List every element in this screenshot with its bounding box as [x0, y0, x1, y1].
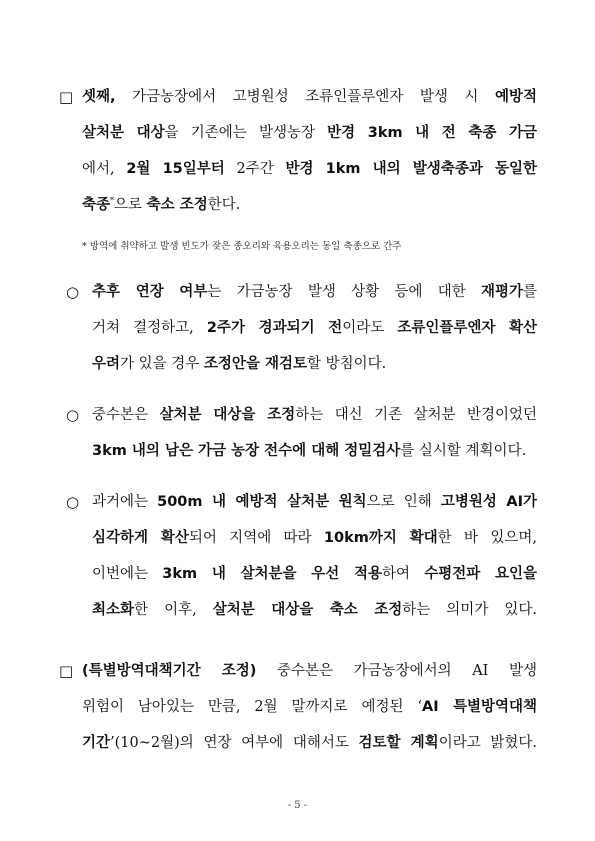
text-line: 추후 연장 여부는 가금농장 발생 상황 등에 대한 재평가를 — [92, 284, 537, 300]
text-line: 최소화한 이후, 살처분 대상을 축소 조정하는 의미가 있다. — [92, 602, 537, 618]
text-line: 축종*으로 축소 조정한다. — [82, 196, 241, 213]
text-line: 과거에는 500m 내 예방적 살처분 원칙으로 인해 고병원성 AI가 — [92, 494, 537, 510]
text-line: 우려가 있을 경우 조정안을 재검토할 방침이다. — [92, 356, 387, 372]
bullet-marker: ○ — [66, 406, 80, 424]
text-line: 기간’(10~2월)의 연장 여부에 대해서도 검토할 계획이라고 밝혔다. — [82, 735, 538, 751]
bullet-marker: ○ — [66, 493, 80, 511]
section-marker: □ — [59, 88, 74, 106]
text-line: 살처분 대상을 기존에는 발생농장 반경 3km 내 전 축종 가금 — [82, 125, 537, 141]
text-line: 에서, 2월 15일부터 2주간 반경 1km 내의 발생축종과 동일한 — [82, 161, 537, 177]
text-line: 위험이 남아있는 만큼, 2월 말까지로 예정된 ‘AI 특별방역대책 — [82, 699, 537, 715]
footnote: * 방역에 취약하고 발생 빈도가 잦은 종오리와 육용오리는 동일 축종으로 간주 — [82, 241, 402, 252]
page-number: - 5 - — [287, 800, 308, 811]
text-line: 3km 내의 남은 가금 농장 전수에 대해 정밀검사를 실시할 계획이다. — [92, 443, 527, 459]
text-line: 중수본은 살처분 대상을 조정하는 대신 기존 살처분 반경이었던 — [92, 407, 537, 423]
text-line: 이번에는 3km 내 살처분을 우선 적용하여 수평전파 요인을 — [92, 566, 538, 582]
text-line: 심각하게 확산되어 지역에 따라 10km까지 확대한 바 있으며, — [92, 530, 537, 546]
text-line: 거쳐 결정하고, 2주가 경과되기 전이라도 조류인플루엔자 확산 — [92, 320, 537, 336]
text-line: (특별방역대책기간 조정) 중수본은 가금농장에서의 AI 발생 — [82, 663, 537, 679]
text-line: 셋째, 가금농장에서 고병원성 조류인플루엔자 발생 시 예방적 — [82, 89, 537, 105]
bullet-marker: ○ — [66, 283, 80, 301]
section-marker: □ — [59, 662, 74, 680]
